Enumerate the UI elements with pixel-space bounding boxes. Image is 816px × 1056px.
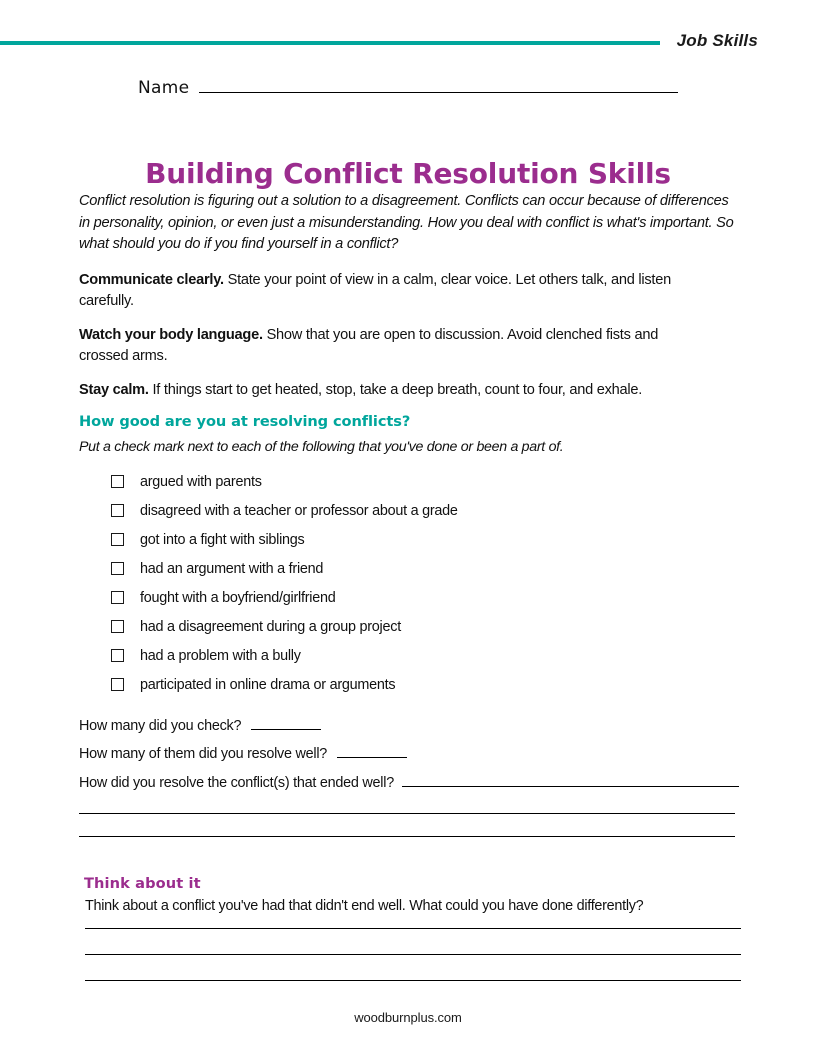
tip-body: Show that you are open to discussion. Avoid clenched fists and crossed arms. — [79, 326, 659, 364]
list-item[interactable] — [111, 467, 739, 496]
question-label: How did you resolve the conflict(s) that ended well? — [79, 775, 394, 791]
activity-heading: How good are you at resolving conflicts? — [79, 413, 411, 430]
list-item[interactable] — [111, 612, 739, 641]
header-accent-rule — [0, 41, 660, 45]
tips-list — [79, 270, 739, 402]
worksheet-category-label: Job Skills — [676, 31, 758, 50]
answer-line[interactable] — [79, 813, 735, 814]
questions-block — [79, 718, 739, 837]
question-row — [79, 718, 739, 734]
name-input-line[interactable] — [199, 78, 678, 93]
list-item[interactable] — [111, 554, 739, 583]
tip-item — [79, 270, 711, 313]
list-item[interactable] — [111, 670, 739, 699]
answer-blank[interactable] — [337, 746, 407, 758]
worksheet-content — [79, 191, 739, 1006]
think-about-it-heading: Think about it — [84, 875, 201, 892]
list-item[interactable] — [111, 525, 739, 554]
intro-paragraph: Conflict resolution is figuring out a solution to a disagreement. Conflicts can occur because of differences in personality, opinion, or even just a misunderstanding. How you deal with conflict is what's important. So what should you do if you find yourself in a conflict? — [79, 193, 734, 252]
think-answer-line[interactable] — [85, 928, 741, 929]
tip-lead: Watch your body language. — [79, 326, 263, 343]
page-title: Building Conflict Resolution Skills — [145, 156, 671, 190]
question-label: How many of them did you resolve well? — [79, 746, 328, 762]
conflict-checklist — [111, 467, 739, 699]
list-item[interactable] — [111, 583, 739, 612]
list-item[interactable] — [111, 496, 739, 525]
name-label: Name — [138, 78, 190, 98]
think-about-it-prompt: Think about a conflict you've had that didn't end well. What could you have done differently? — [85, 898, 644, 914]
answer-blank[interactable] — [402, 774, 739, 787]
tip-item — [79, 325, 711, 368]
tip-item — [79, 380, 711, 402]
checkbox-icon[interactable] — [111, 649, 124, 662]
tip-body: If things start to get heated, stop, take a deep breath, count to four, and exhale. — [148, 381, 643, 398]
checkbox-icon[interactable] — [111, 533, 124, 546]
list-item-label: disagreed with a teacher or professor about a grade — [140, 502, 458, 519]
list-item-label: had a problem with a bully — [140, 647, 301, 664]
question-row — [79, 746, 739, 762]
checkbox-icon[interactable] — [111, 504, 124, 517]
answer-line[interactable] — [79, 836, 735, 837]
checkbox-icon[interactable] — [111, 678, 124, 691]
question-row — [79, 774, 739, 791]
list-item-label: participated in online drama or arguments — [140, 676, 396, 693]
list-item-label: had a disagreement during a group project — [140, 618, 401, 635]
checkbox-icon[interactable] — [111, 620, 124, 633]
think-answer-line[interactable] — [85, 954, 741, 955]
answer-blank[interactable] — [251, 718, 321, 730]
list-item-label: had an argument with a friend — [140, 560, 324, 577]
activity-instruction: Put a check mark next to each of the following that you've done or been a part of. — [79, 439, 564, 455]
tip-lead: Communicate clearly. — [79, 271, 224, 288]
checkbox-icon[interactable] — [111, 475, 124, 488]
checkbox-icon[interactable] — [111, 591, 124, 604]
think-about-it-section — [79, 875, 739, 981]
footer-site: woodburnplus.com — [354, 1010, 462, 1025]
tip-lead: Stay calm. — [79, 381, 149, 398]
think-answer-line[interactable] — [85, 980, 741, 981]
list-item-label: got into a fight with siblings — [140, 531, 305, 548]
list-item[interactable] — [111, 641, 739, 670]
list-item-label: fought with a boyfriend/girlfriend — [140, 589, 336, 606]
tip-body: State your point of view in a calm, clear voice. Let others talk, and listen carefully. — [79, 271, 671, 309]
question-label: How many did you check? — [79, 718, 242, 734]
name-field-row — [138, 78, 678, 98]
checkbox-icon[interactable] — [111, 562, 124, 575]
list-item-label: argued with parents — [140, 473, 262, 490]
